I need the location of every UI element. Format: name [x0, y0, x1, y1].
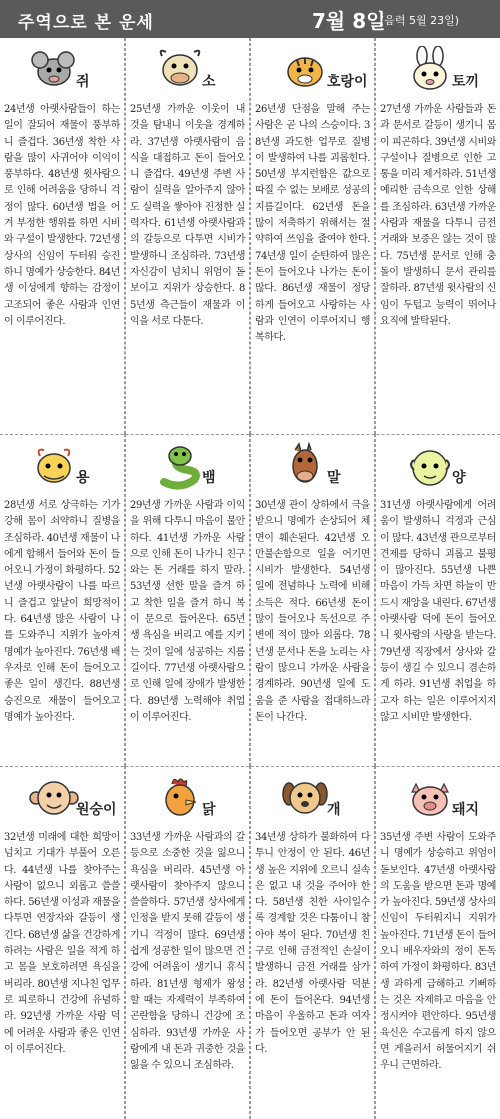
animal-name: 토끼 [452, 74, 480, 90]
zodiac-card-rooster [125, 766, 250, 1119]
zodiac-card-tiger [250, 38, 375, 434]
animal-name: 돼지 [452, 802, 480, 818]
rabbit-icon [404, 46, 456, 94]
fortune-text: 29년생 가까운 사람과 이익을 위해 다투니 마음이 불안하다. 41년생 가까운 사람으로 인해 돈이 나가니 친구와는 돈 거래를 하지 말라. 53년생 선한 말을 즐겨 하고 착한 일을 즐겨 하니 복이 문으로 들어온다. 65년생 욕심을 버리고 예를 지키는 것이 일에 성공하는 지름길이다. 77년생 아랫사람으로 인해 일에 장애가 발생한다. 89년생 노력해야 취업이 이루어진다. [130, 500, 245, 723]
animal-name: 양 [452, 470, 466, 486]
dragon-icon [28, 442, 80, 490]
pig-icon [404, 774, 456, 822]
page-title: 주역으로 본 운세 [18, 13, 154, 33]
animal-name: 소 [202, 74, 216, 90]
fortune-text: 27년생 가까운 사람들과 돈과 문서로 갈등이 생기니 몸이 피곤하다. 39년생 시비와 구설이나 질병으로 인한 고통을 미리 제거하라. 51년생 예리한 금속으로 인한 상해를 조심하라. 63년생 가까운 사람과 재물을 다투니 금전거래와 보증은 않는 것이 많다. 75년생 문서로 인해 충돌이 발생하니 문서 관리를 잘하라. 87년생 윗사람의 신임이 두텁고 능력이 뛰어나 요직에 발탁된다. [380, 104, 496, 327]
lunar-date: (음력 5월 23일) [380, 14, 460, 27]
zodiac-card-horse [250, 434, 375, 766]
animal-name: 뱀 [202, 470, 216, 486]
animal-name: 원숭이 [76, 802, 117, 818]
fortune-text: 35년생 주변 사람이 도와주니 명예가 상승하고 위엄이 돋보인다. 47년생 아랫사람의 도움을 받으면 돈과 명예가 높아진다. 59년생 상사의 신임이 두터워지니 지위가 높아진다. 71년생 돈이 들어오니 배우자와의 정이 돈독하여 가정이 화평하다. 83년생 과하게 급해하고 기뻐하는 것은 자제하고 마음을 안정시켜야 편안하다. 95년생 육신은 수고롭게 하지 않으면 게을러서 허물어지기 쉬우니 근면하라. [380, 832, 496, 1072]
animal-name: 용 [76, 470, 90, 486]
monkey-icon [28, 774, 80, 822]
zodiac-card-rat [0, 38, 125, 434]
animal-name: 호랑이 [327, 74, 368, 90]
sheep-icon [404, 442, 456, 490]
zodiac-card-pig [375, 766, 500, 1119]
animal-name: 쥐 [76, 74, 90, 90]
ox-icon [154, 46, 206, 94]
fortune-text: 28년생 서로 상극하는 기가 강해 몸이 쇠약하니 질병을 조심하라. 40년생 재물이 나에게 합해서 들어와 돈이 들어오니 가정이 화평하다. 52년생 아랫사람이 나를 따르니 즐겁고 앞날이 희망적이다. 64년생 많은 사람이 나를 도와주니 지위가 높아져 명예가 높아진다. 76년생 배우자로 인해 돈이 들어오고 좋은 일이 생긴다. 88년생 승진으로 재물이 들어오고 명예가 높아진다. [4, 500, 120, 723]
fortune-text: 34년생 상하가 불화하여 다투니 안정이 안 된다. 46년생 높은 지위에 오르니 실속은 없고 내 것을 주어야 한다. 58년생 친한 사이일수록 경계할 것은 다툼이니 참아야 복이 된다. 70년생 친구로 인해 금전적인 손실이 발생하니 금전 거래를 삼가라. 82년생 아랫사람 덕분에 돈이 들어온다. 94년생 마음이 우울하고 돈과 여자가 들어오면 공부가 안 된다. [255, 832, 370, 1055]
zodiac-card-dragon [0, 434, 125, 766]
rooster-icon [154, 774, 206, 822]
fortune-text: 24년생 아랫사람들이 하는 일이 잘되어 재물이 풍부하니 즐겁다. 36년생 착한 사람을 많이 사귀어야 이익이 풍부하다. 48년생 윗사람으로 인해 어려움을 당하니 걱정이 많다. 60년생 법을 어겨 부정한 행위를 하면 시비와 구설이 발생한다. 72년생 상사의 신임이 두터워 승진하니 명예가 상승한다. 84년생 이성에게 향하는 감정이 고조되어 좋은 사람과 인연이 이루어진다. [4, 104, 120, 327]
animal-name: 개 [327, 802, 341, 818]
zodiac-card-dog [250, 766, 375, 1119]
page-header [0, 0, 500, 38]
dog-icon [279, 774, 331, 822]
fortune-text: 26년생 단점을 말해 주는 사람은 곧 나의 스승이다. 38년생 과도한 업무로 질병이 발생하여 나를 괴롭힌다. 50년생 부지런함은 값으로 따질 수 없는 보배로 성공의 지름길이다. 62년생 돈을 많이 저축하기 위해서는 절약하여 쓰임을 줄여야 한다. 74년생 일이 순탄하여 많은 돈이 들어오나 나가는 돈이 많다. 86년생 재물이 정당하게 들어오고 사랑하는 사람과 인연이 이루어지니 행복하다. [255, 104, 370, 344]
zodiac-card-ox [125, 38, 250, 434]
animal-name: 말 [327, 470, 341, 486]
horse-icon [279, 442, 331, 490]
fortune-text: 32년생 미래에 대한 희망이 넘치고 기대가 부풀어 오른다. 44년생 나를 찾아주는 사람이 없으니 외롭고 쓸쓸하다. 56년생 이성과 재물을 다투면 연장자와 갈등이 생긴다. 68년생 삶을 건강하게 하려는 사람은 일을 적게 하고 몸을 보호하려면 욕심을 버리라. 80년생 지나친 업무로 피로하니 건강에 유념하라. 92년생 가까운 사람 덕에 어려운 사람과 좋은 인연이 이루어진다. [4, 832, 120, 1055]
animal-name: 닭 [202, 802, 216, 818]
fortune-text: 33년생 가까운 사람과의 갈등으로 소중한 것을 잃으니 욕심을 버리라. 45년생 아랫사람이 찾아주지 않으니 쓸쓸하다. 57년생 상사에게 인정을 받지 못해 갈등이 생기니 걱정이 많다. 69년생 쉽게 성공한 일이 많으면 건강에 어려움이 생기니 휴식하라. 81년생 형제가 왕성할 때는 자제력이 부족하여 곤란함을 당하니 건강에 조심하라. 93년생 가까운 사람에게 내 돈과 귀중한 것을 잃을 수 있으니 조심하라. [130, 832, 245, 1072]
rat-icon [28, 46, 80, 94]
zodiac-card-sheep [375, 434, 500, 766]
zodiac-card-snake [125, 434, 250, 766]
fortune-text: 25년생 가까운 이웃이 내 것을 탐내니 이웃을 경계하라. 37년생 아랫사람이 음식을 대접하고 돈이 들어오니 즐겁다. 49년생 주변 사람이 실력을 알아주지 않아도 실력을 쌓아야 진정한 실력자다. 61년생 아랫사람과의 갈등으로 다투면 시비가 발생하니 조심하라. 73년생 자신감이 넘치니 위엄이 돋보이고 지위가 상승한다. 85년생 측근들이 재물과 이익을 서로 다툰다. [130, 104, 245, 327]
zodiac-card-rabbit [375, 38, 500, 434]
fortune-text: 31년생 아랫사람에게 어려움이 발생하니 걱정과 근심이 많다. 43년생 관으로부터 견제를 당하니 괴롭고 불평이 많아진다. 55년생 나쁜 마음이 가득 차면 하늘이 반드시 재앙을 내린다. 67년생 아랫사람 덕에 돈이 들어오니 윗사람의 사랑을 받는다. 79년생 직장에서 상사와 갈등이 생길 수 있으니 겸손하게 하라. 91년생 취업을 하고자 하는 일은 이루어지지 않고 시비만 발생한다. [380, 500, 496, 723]
fortune-text: 30년생 관이 상하에서 극을 받으니 명예가 손상되어 체면이 훼손된다. 42년생 오만불손함으로 일을 어기면 시비가 발생한다. 54년생 일에 전념하나 노력에 비해 소득은 적다. 66년생 돈이 많이 들어오나 독선으로 주변에 적이 많아 외롭다. 78년생 문서나 돈을 노리는 사람이 많으니 가까운 사람을 경계하라. 90년생 일에 도움을 준 사람을 접대하느라 돈이 나간다. [255, 500, 370, 723]
zodiac-card-monkey [0, 766, 125, 1119]
snake-icon [154, 442, 206, 490]
tiger-icon [279, 46, 331, 94]
solar-date: 7월 8일 [312, 9, 386, 33]
